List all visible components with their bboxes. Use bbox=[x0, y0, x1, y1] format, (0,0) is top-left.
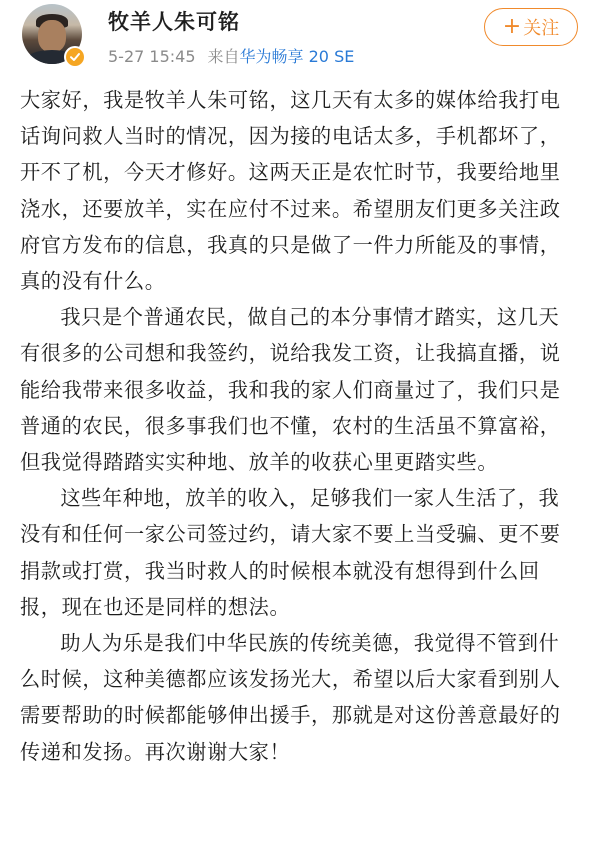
avatar-container[interactable] bbox=[22, 4, 82, 64]
plus-icon: + bbox=[502, 14, 522, 39]
follow-button[interactable] bbox=[484, 8, 578, 46]
verified-badge-icon bbox=[64, 46, 86, 68]
checkmark-icon bbox=[69, 51, 81, 63]
source-device-link[interactable]: 华为畅享 20 SE bbox=[239, 47, 355, 66]
post-paragraph: 这些年种地，放羊的收入，足够我们一家人生活了，我没有和任何一家公司签过约，请大家不要上当受骗、更不要捐款或打赏，我当时救人的时候根本就没有想得到什么回报，现在也还是同样的想法。 bbox=[20, 486, 561, 619]
avatar-face bbox=[38, 20, 66, 52]
post-meta bbox=[108, 44, 354, 67]
post-body bbox=[20, 82, 580, 770]
post-timestamp: 5-27 15:45 bbox=[108, 47, 196, 66]
username[interactable]: 牧羊人朱可铭 bbox=[108, 10, 240, 34]
post-paragraph: 我只是个普通农民，做自己的本分事情才踏实，这几天有很多的公司想和我签约，说给我发工资，让我搞直播，说能给我带来很多收益，我和我的家人们商量过了，我们只是普通的农民，很多事我们也不懂，农村的生活虽不算富裕，但我觉得踏踏实实种地、放羊的收获心里更踏实些。 bbox=[20, 305, 561, 475]
post-paragraph: 助人为乐是我们中华民族的传统美德，我觉得不管到什么时候，这种美德都应该发扬光大，希望以后大家看到别人需要帮助的时候都能够伸出援手，那就是对这份善意最好的传递和发扬。再次谢谢大家！ bbox=[20, 631, 561, 764]
follow-label: 关注 bbox=[523, 18, 560, 39]
post-paragraph: 大家好，我是牧羊人朱可铭，这几天有太多的媒体给我打电话询问救人当时的情况，因为接的电话太多，手机都坏了，开不了机，今天才修好。这两天正是农忙时节，我要给地里浇水，还要放羊，实在应付不过来。希望朋友们更多关注政府官方发布的信息，我真的只是做了一件力所能及的事情，真的没有什么。 bbox=[20, 88, 561, 294]
source-prefix: 来自 bbox=[207, 47, 240, 66]
post-header bbox=[0, 0, 600, 80]
